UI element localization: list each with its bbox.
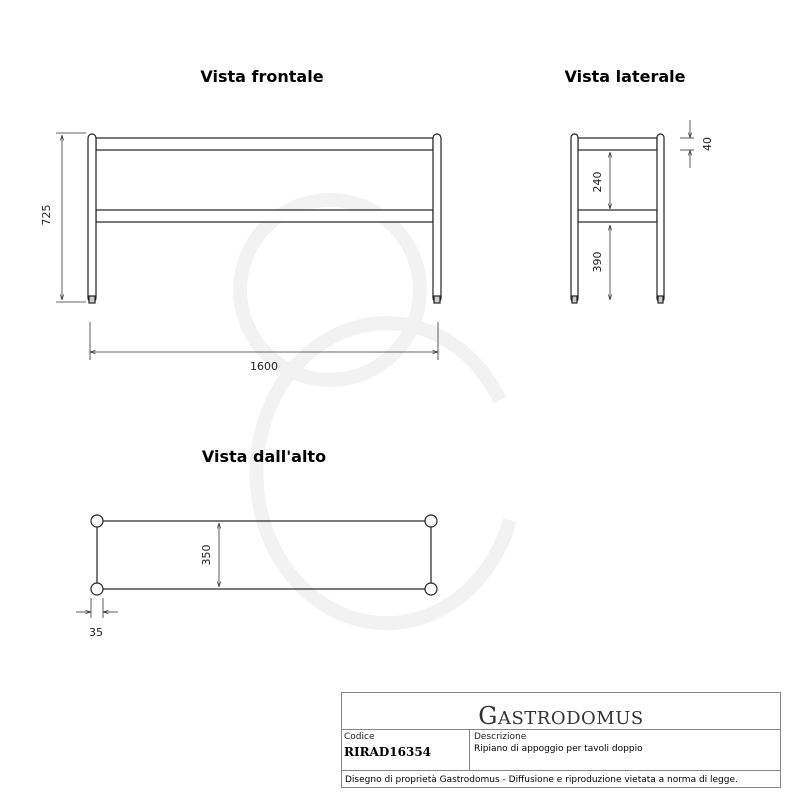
brand-logo [342,693,780,730]
side-view-title: Vista laterale [564,67,686,86]
depth-dimension: 350 [200,544,213,566]
copyright-notice: Disegno di proprietà Gastrodomus - Diffusione e riproduzione vietata a norma di legge. [345,775,738,785]
product-description: Ripiano di appoggio per tavoli doppio [474,744,643,754]
front-view [88,134,441,303]
brand-initial: G [478,702,498,730]
front-view-title: Vista frontale [200,67,324,86]
leg-dimension: 35 [89,626,103,639]
bar-thickness-dimension: 40 [701,137,714,151]
title-block [341,692,781,788]
description-label: Descrizione [474,732,527,742]
top-view-title: Vista dall'alto [201,447,327,466]
side-view [571,134,664,303]
width-dimension: 1600 [250,360,278,373]
product-code: RIRAD16354 [344,745,432,759]
brand-name: ASTRODOMUS [497,708,644,729]
upper-shelf-dimension: 240 [591,171,604,193]
watermark-logo [240,200,510,623]
code-label: Codice [344,732,375,742]
lower-shelf-dimension: 390 [591,251,604,273]
height-dimension: 725 [40,204,53,226]
